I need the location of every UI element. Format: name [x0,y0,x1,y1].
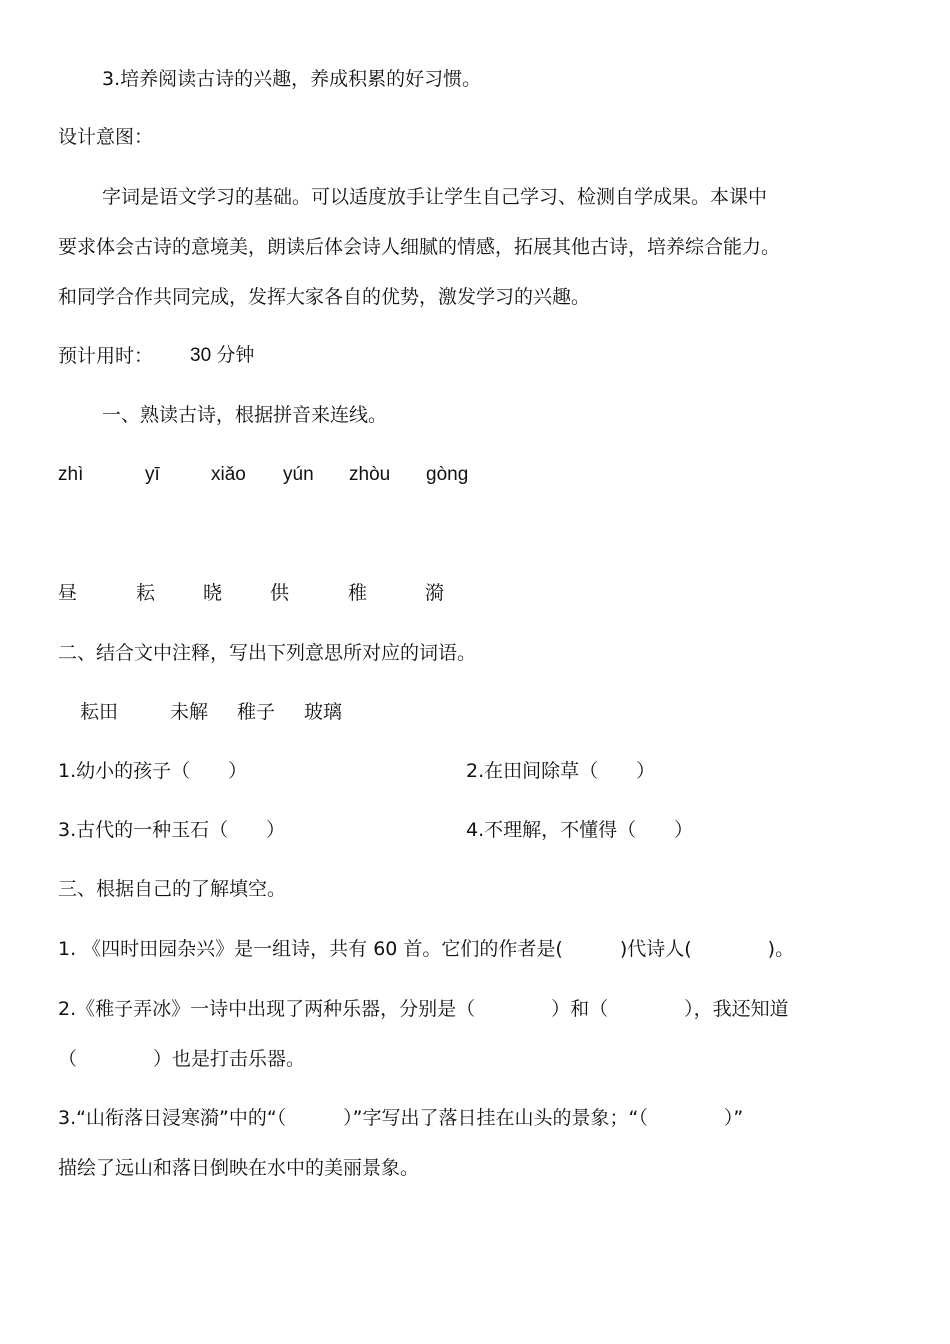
section-2-title: 二、结合文中注释，写出下列意思所对应的词语。 [58,642,477,664]
estimated-time-value: 30 分钟 [190,345,255,366]
section-3-question-3-line-2: 描绘了远山和落日倒映在水中的美丽景象。 [58,1157,420,1179]
section-2-question-1: 1.幼小的孩子（ ） [58,760,248,782]
word-bank-item: 稚子 [237,701,276,723]
pinyin-item: zhì [58,464,84,485]
character-item: 稚 [348,582,368,604]
goal-item-3: 3.培养阅读古诗的兴趣，养成积累的好习惯。 [102,68,482,90]
estimated-time-label: 预计用时： [58,345,154,367]
pinyin-item: yún [283,464,314,485]
character-item: 耘 [136,582,156,604]
word-bank-item: 玻璃 [304,701,343,723]
section-2-question-4: 4.不理解，不懂得（ ） [466,819,694,841]
design-intent-label: 设计意图： [58,126,154,148]
section-3-question-2-line-2: （ ）也是打击乐器。 [58,1048,306,1070]
section-3-question-3-line-1: 3.“山衔落日浸寒漪”中的“（ ）”字写出了落日挂在山头的景象；“（ ）” [58,1107,744,1129]
section-3-title: 三、根据自己的了解填空。 [58,878,287,900]
section-2-question-3: 3.古代的一种玉石（ ） [58,819,286,841]
character-item: 晓 [203,582,223,604]
design-intent-line-3: 和同学合作共同完成，发挥大家各自的优势，激发学习的兴趣。 [58,286,591,308]
pinyin-item: gòng [426,464,469,485]
character-item: 昼 [58,582,78,604]
section-3-question-2-line-1: 2.《稚子弄冰》一诗中出现了两种乐器，分别是（ ）和（ ），我还知道 [58,998,789,1020]
pinyin-item: xiǎo [211,464,246,485]
section-1-title: 一、熟读古诗，根据拼音来连线。 [102,404,388,426]
word-bank-item: 耘田 [80,701,119,723]
pinyin-item: zhòu [349,464,391,485]
section-2-question-2: 2.在田间除草（ ） [466,760,656,782]
design-intent-line-2: 要求体会古诗的意境美，朗读后体会诗人细腻的情感，拓展其他古诗，培养综合能力。 [58,236,781,258]
word-bank-item: 未解 [170,701,209,723]
pinyin-item: yī [145,464,160,485]
character-item: 漪 [425,582,445,604]
design-intent-line-1: 字词是语文学习的基础。可以适度放手让学生自己学习、检测自学成果。本课中 [102,186,768,208]
character-item: 供 [270,582,290,604]
section-3-question-1: 1. 《四时田园杂兴》是一组诗，共有 60 首。它们的作者是( )代诗人( )。 [58,938,795,960]
